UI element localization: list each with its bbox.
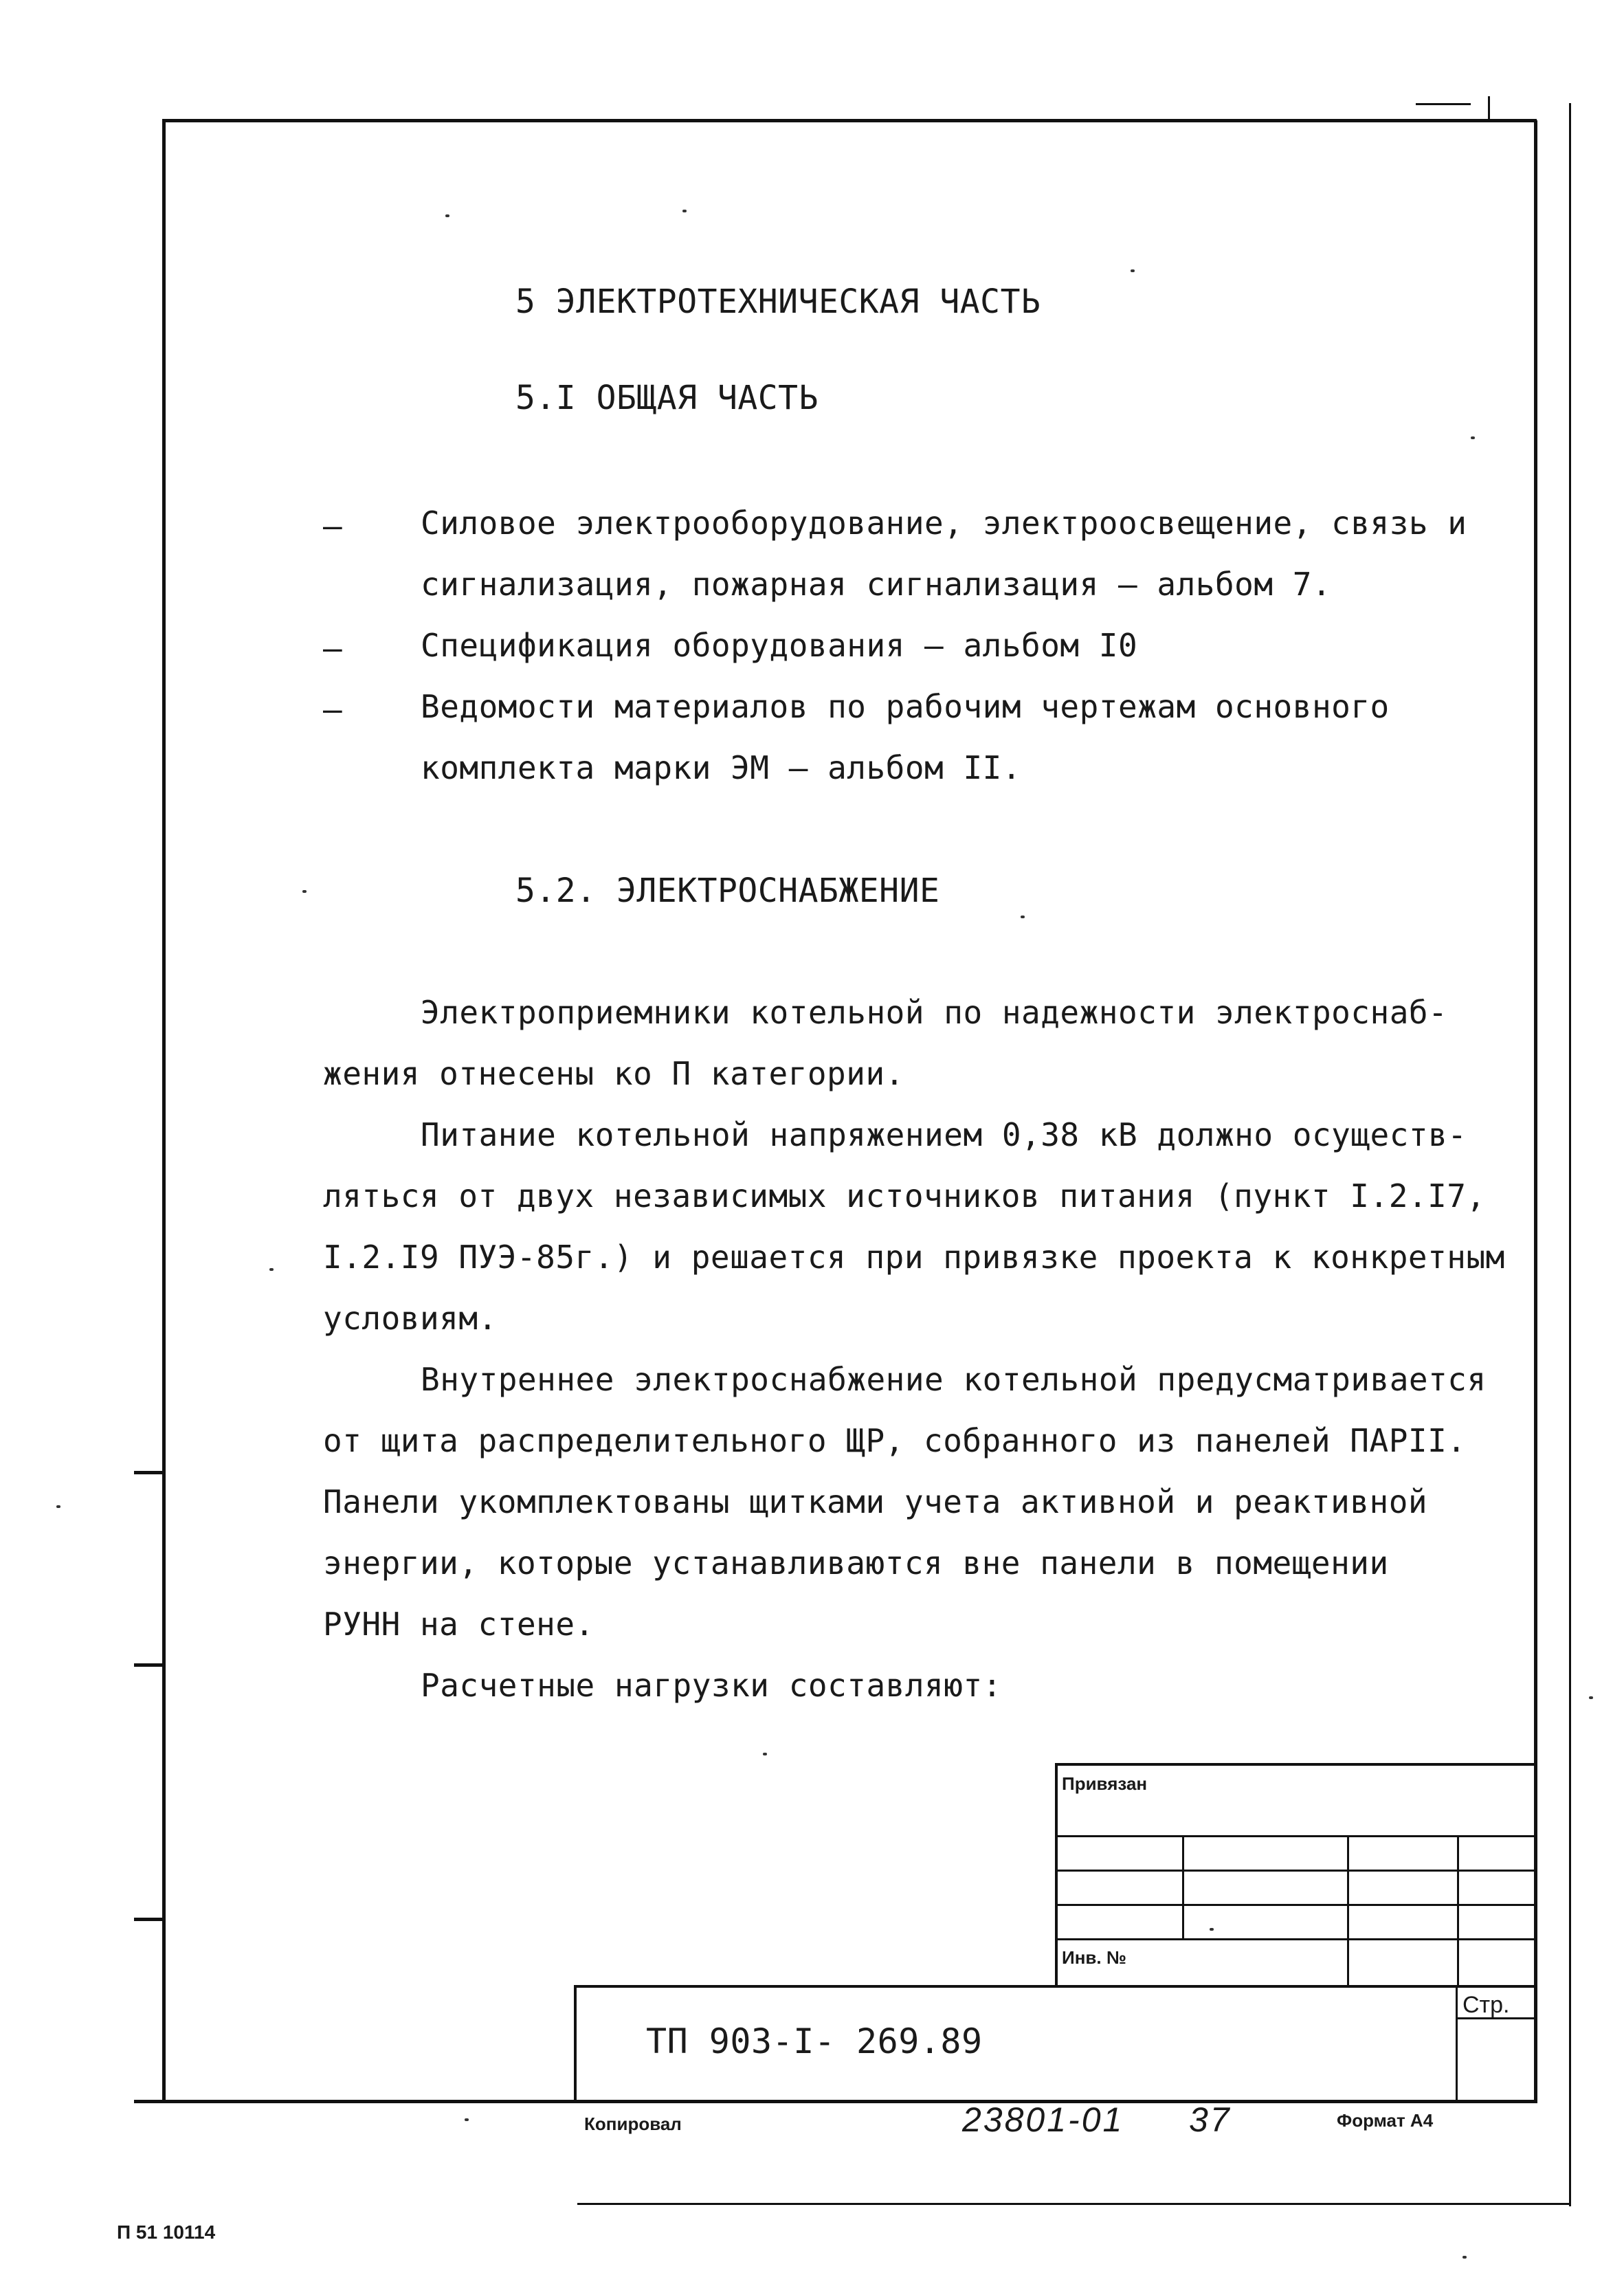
body-line: Панели укомплектованы щитками учета активной и реактивной — [323, 1483, 1428, 1520]
scan-speck — [269, 1268, 274, 1271]
body-line: энергии, которые устанавливаются вне панели в помещении — [323, 1544, 1389, 1582]
body-line: жения отнесены ко П категории. — [323, 1055, 904, 1092]
scan-speck — [56, 1505, 60, 1508]
scan-speck — [1131, 269, 1135, 272]
scan-speck — [465, 2118, 469, 2121]
subsection-heading-general: 5.I ОБЩАЯ ЧАСТЬ — [515, 379, 819, 417]
section-heading: 5 ЭЛЕКТРОТЕХНИЧЕСКАЯ ЧАСТЬ — [515, 282, 1041, 321]
stamp-page-col — [1456, 1985, 1458, 2102]
scan-speck — [1462, 2256, 1467, 2259]
frame-top-border — [162, 119, 1537, 122]
stamp-row-line — [1055, 1904, 1536, 1906]
scan-speck — [1589, 1696, 1593, 1699]
frame-bottom-border — [134, 2100, 1537, 2103]
bullet-line: сигнализация, пожарная сигнализация – альбом 7. — [421, 566, 1332, 603]
scan-speck — [763, 1753, 767, 1755]
frame-left-border — [162, 120, 166, 2101]
body-line: Электроприемники котельной по надежности электроснаб- — [421, 994, 1448, 1031]
stamp-row-line — [1055, 1835, 1536, 1837]
bullet-line: комплекта марки ЭМ – альбом II. — [421, 749, 1022, 786]
stamp-privyazan-label: Привязан — [1062, 1773, 1148, 1794]
stamp-top — [1055, 1763, 1536, 1766]
stamp-col-line — [1457, 1835, 1459, 1986]
bullet-line: Силовое электрооборудование, электроосвещение, связь и — [421, 505, 1467, 542]
margin-tick — [134, 1471, 166, 1474]
bullet-dash: – — [323, 507, 342, 544]
top-right-tick — [1488, 96, 1490, 120]
footer-handwritten-number: 23801-01 — [962, 2100, 1124, 2139]
stamp-row-line — [1055, 1938, 1536, 1940]
body-line: I.2.I9 ПУЭ-85г.) и решается при привязке проекта к конкретным — [323, 1239, 1505, 1276]
subsection-heading-supply: 5.2. ЭЛЕКТРОСНАБЖЕНИЕ — [515, 872, 940, 910]
body-line: РУНН на стене. — [323, 1606, 594, 1643]
bullet-dash: – — [323, 691, 342, 728]
bullet-line: Ведомости материалов по рабочим чертежам основного — [421, 688, 1390, 725]
body-line: ляться от двух независимых источников питания (пункт I.2.I7, — [323, 1177, 1486, 1215]
scan-speck — [302, 890, 307, 893]
body-line: условиям. — [323, 1300, 498, 1337]
margin-tick — [134, 1663, 166, 1667]
body-line: Внутреннее электроснабжение котельной предусматривается — [421, 1361, 1487, 1398]
margin-tick — [134, 1918, 166, 1921]
top-right-mark — [1416, 103, 1471, 105]
stamp-main-top — [574, 1985, 1536, 1988]
bullet-line: Спецификация оборудования – альбом I0 — [421, 627, 1138, 664]
footer-handwritten-page: 37 — [1189, 2100, 1232, 2139]
outer-bottom-border — [577, 2203, 1571, 2205]
scan-speck — [445, 214, 449, 217]
stamp-row-line — [1055, 1870, 1536, 1872]
document-code: ТП 903-I- 269.89 — [646, 2021, 983, 2061]
stamp-col-line — [1347, 1835, 1349, 1986]
stamp-main-left — [574, 1985, 577, 2102]
body-line: Питание котельной напряжением 0,38 кВ должно осуществ- — [421, 1116, 1467, 1153]
stamp-inv-label: Инв. № — [1062, 1947, 1126, 1968]
body-line: от щита распределительного ЩР, собранного из панелей ПАРII. — [323, 1422, 1467, 1459]
bullet-dash: – — [323, 630, 342, 667]
body-line: Расчетные нагрузки составляют: — [421, 1667, 1002, 1704]
scan-speck — [682, 210, 687, 212]
scan-speck — [1021, 916, 1025, 918]
outer-right-border — [1569, 103, 1571, 2206]
scan-speck — [1471, 436, 1475, 439]
stamp-col-line — [1182, 1835, 1184, 1938]
footer-copied-label: Копировал — [584, 2114, 682, 2134]
frame-right-border — [1534, 120, 1537, 2101]
stamp-page-label: Стр. — [1462, 1992, 1510, 2018]
footer-format-label: Формат А4 — [1337, 2110, 1434, 2131]
scan-speck — [1210, 1928, 1214, 1931]
footer-print-code: П 51 10114 — [117, 2221, 216, 2243]
stamp-left — [1055, 1763, 1058, 1986]
